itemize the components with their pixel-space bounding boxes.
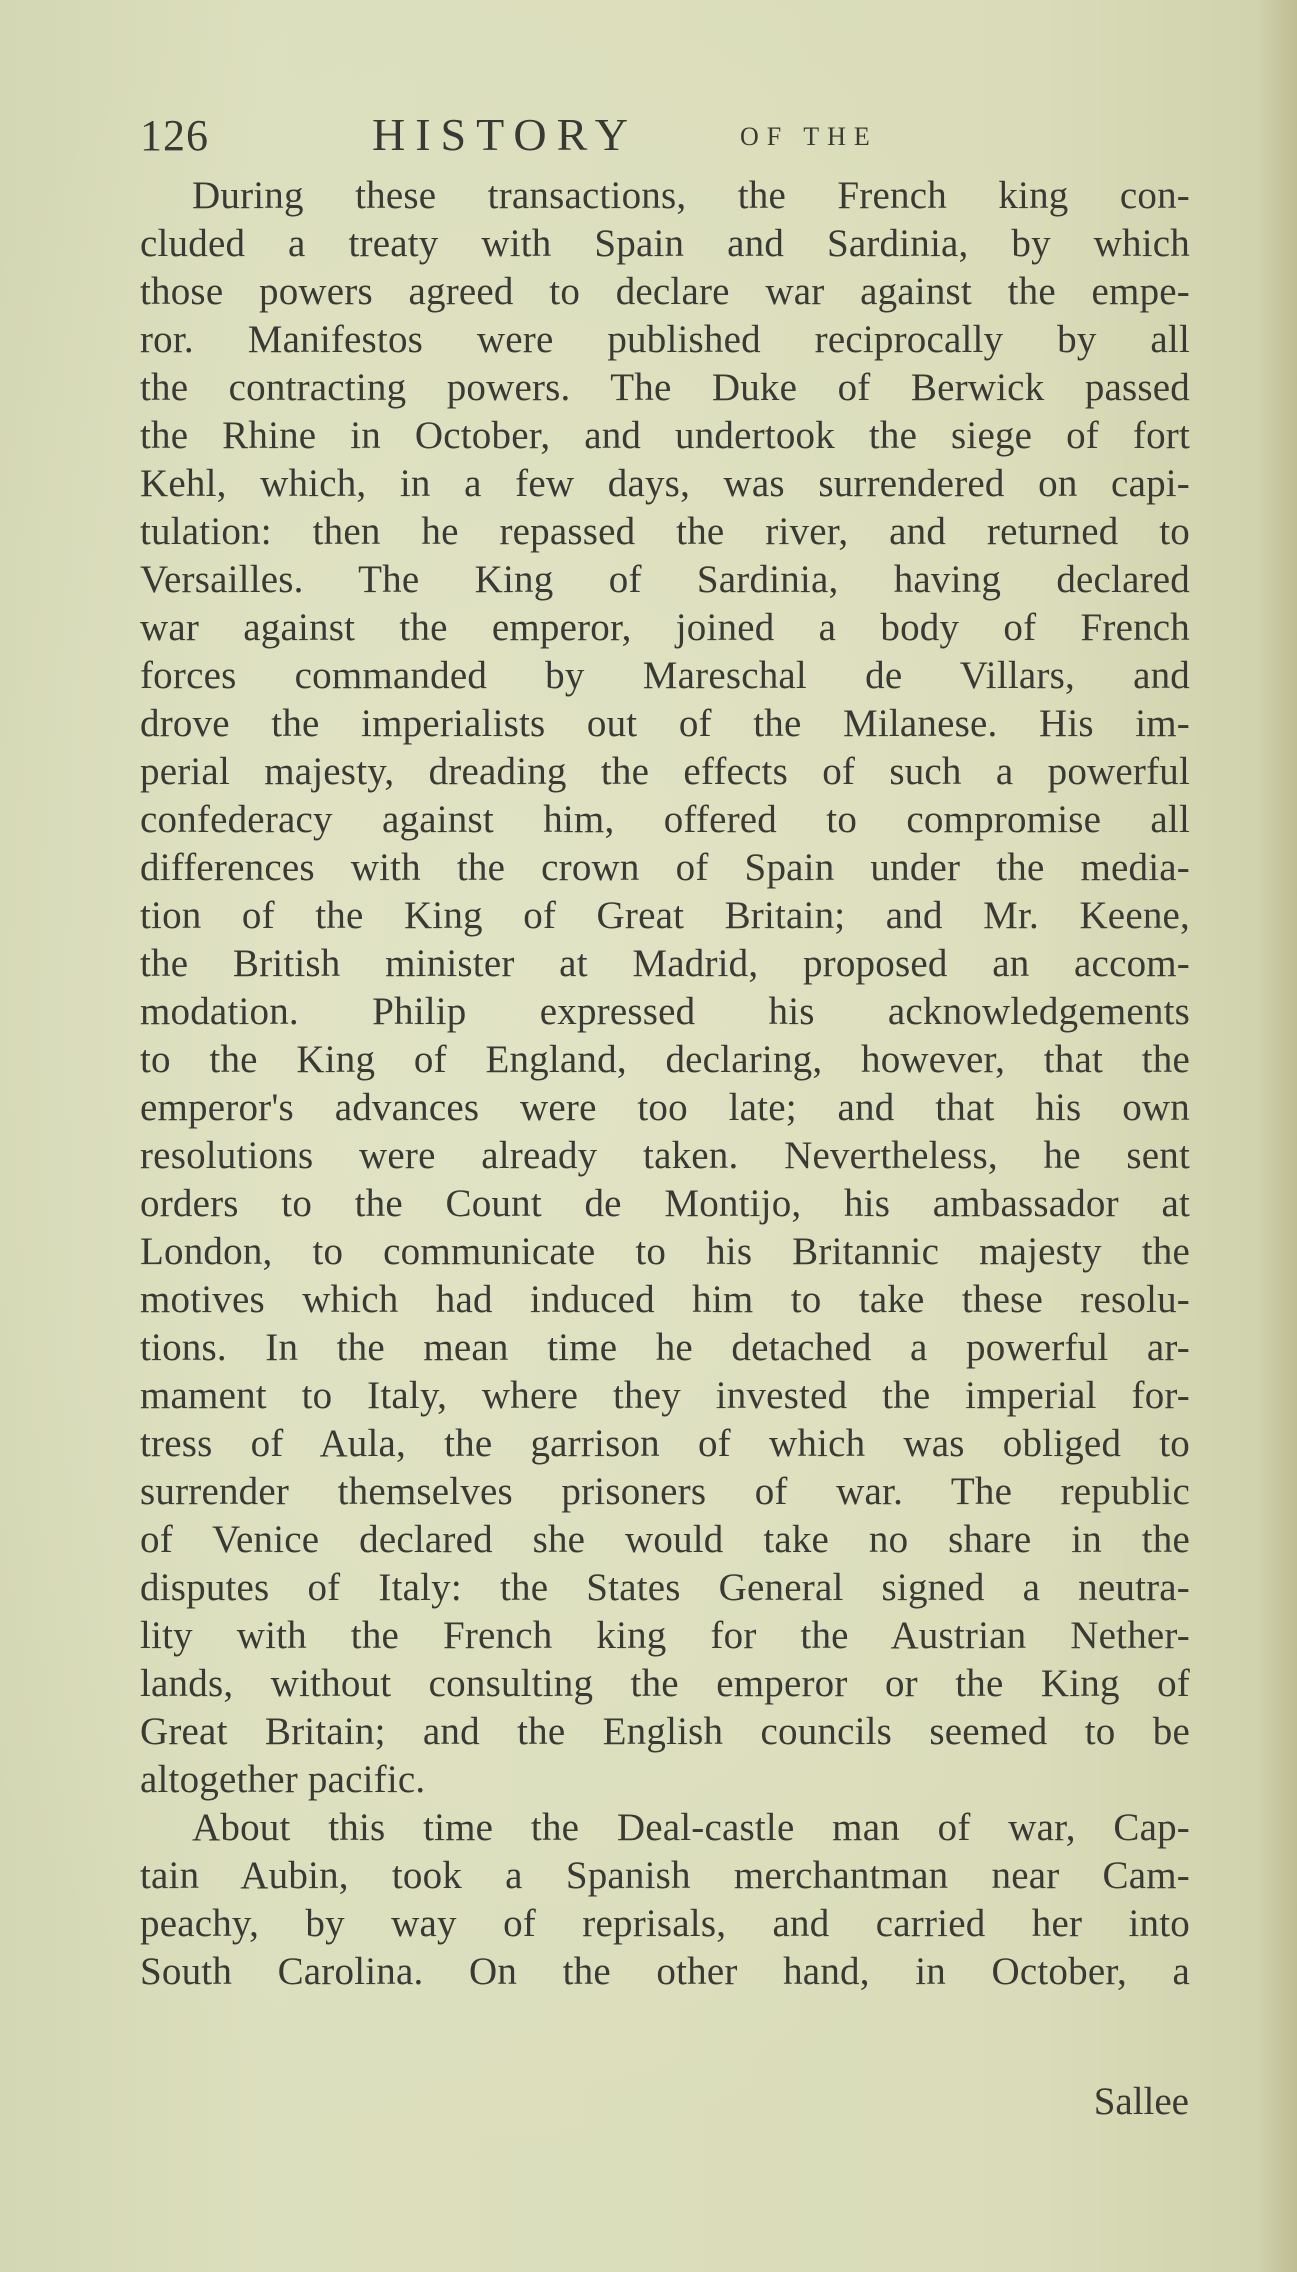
text-line: Versailles. The King of Sardinia, having declared: [140, 558, 1190, 601]
running-head-subtitle: OF THE: [740, 122, 878, 151]
text-line: Great Britain; and the English councils seemed to be: [140, 1710, 1190, 1753]
catchword: Sallee: [1093, 2080, 1189, 2123]
text-line: lands, without consulting the emperor or the King of: [140, 1662, 1190, 1705]
text-line: war against the emperor, joined a body of French: [140, 606, 1190, 649]
page-edge-shadow: [1257, 0, 1297, 2272]
text-line: emperor's advances were too late; and that his own: [140, 1086, 1190, 1129]
running-head: [140, 110, 1190, 170]
text-line: tion of the King of Great Britain; and Mr. Keene,: [140, 894, 1190, 937]
text-line: tress of Aula, the garrison of which was obliged to: [140, 1422, 1190, 1465]
body-text: [140, 172, 1190, 1996]
text-line: South Carolina. On the other hand, in October, a: [140, 1950, 1190, 1993]
text-line: the contracting powers. The Duke of Berwick passed: [140, 366, 1190, 409]
text-line: tions. In the mean time he detached a powerful ar-: [140, 1326, 1190, 1369]
text-line: During these transactions, the French king con-: [192, 174, 1190, 217]
text-line: orders to the Count de Montijo, his ambassador at: [140, 1182, 1190, 1225]
text-line: London, to communicate to his Britannic majesty the: [140, 1230, 1190, 1273]
text-line: cluded a treaty with Spain and Sardinia, by which: [140, 222, 1190, 265]
text-line: confederacy against him, offered to compromise all: [140, 798, 1190, 841]
text-line: About this time the Deal-castle man of war, Cap-: [192, 1806, 1190, 1849]
text-line: resolutions were already taken. Nevertheless, he sent: [140, 1134, 1190, 1177]
text-line: ror. Manifestos were published reciprocally by all: [140, 318, 1190, 361]
text-line: disputes of Italy: the States General signed a neutra-: [140, 1566, 1190, 1609]
text-line: tulation: then he repassed the river, and returned to: [140, 510, 1190, 553]
text-line: motives which had induced him to take these resolu-: [140, 1278, 1190, 1321]
text-line: the Rhine in October, and undertook the siege of fort: [140, 414, 1190, 457]
text-line: differences with the crown of Spain under the media-: [140, 846, 1190, 889]
text-line: peachy, by way of reprisals, and carried her into: [140, 1902, 1190, 1945]
text-line: perial majesty, dreading the effects of such a powerful: [140, 750, 1190, 793]
text-line: tain Aubin, took a Spanish merchantman near Cam-: [140, 1854, 1190, 1897]
text-line: altogether pacific.: [140, 1758, 426, 1801]
text-line: the British minister at Madrid, proposed an accom-: [140, 942, 1190, 985]
text-line: forces commanded by Mareschal de Villars, and: [140, 654, 1190, 697]
running-head-title: HISTORY: [372, 109, 638, 160]
text-line: drove the imperialists out of the Milanese. His im-: [140, 702, 1190, 745]
text-line: modation. Philip expressed his acknowledgements: [140, 990, 1190, 1033]
text-line: mament to Italy, where they invested the imperial for-: [140, 1374, 1190, 1417]
text-line: of Venice declared she would take no share in the: [140, 1518, 1190, 1561]
text-line: surrender themselves prisoners of war. The republic: [140, 1470, 1190, 1513]
text-line: lity with the French king for the Austrian Nether-: [140, 1614, 1190, 1657]
text-line: Kehl, which, in a few days, was surrendered on capi-: [140, 462, 1190, 505]
page-number: 126: [140, 111, 209, 160]
text-line: to the King of England, declaring, however, that the: [140, 1038, 1190, 1081]
text-line: those powers agreed to declare war against the empe-: [140, 270, 1190, 313]
